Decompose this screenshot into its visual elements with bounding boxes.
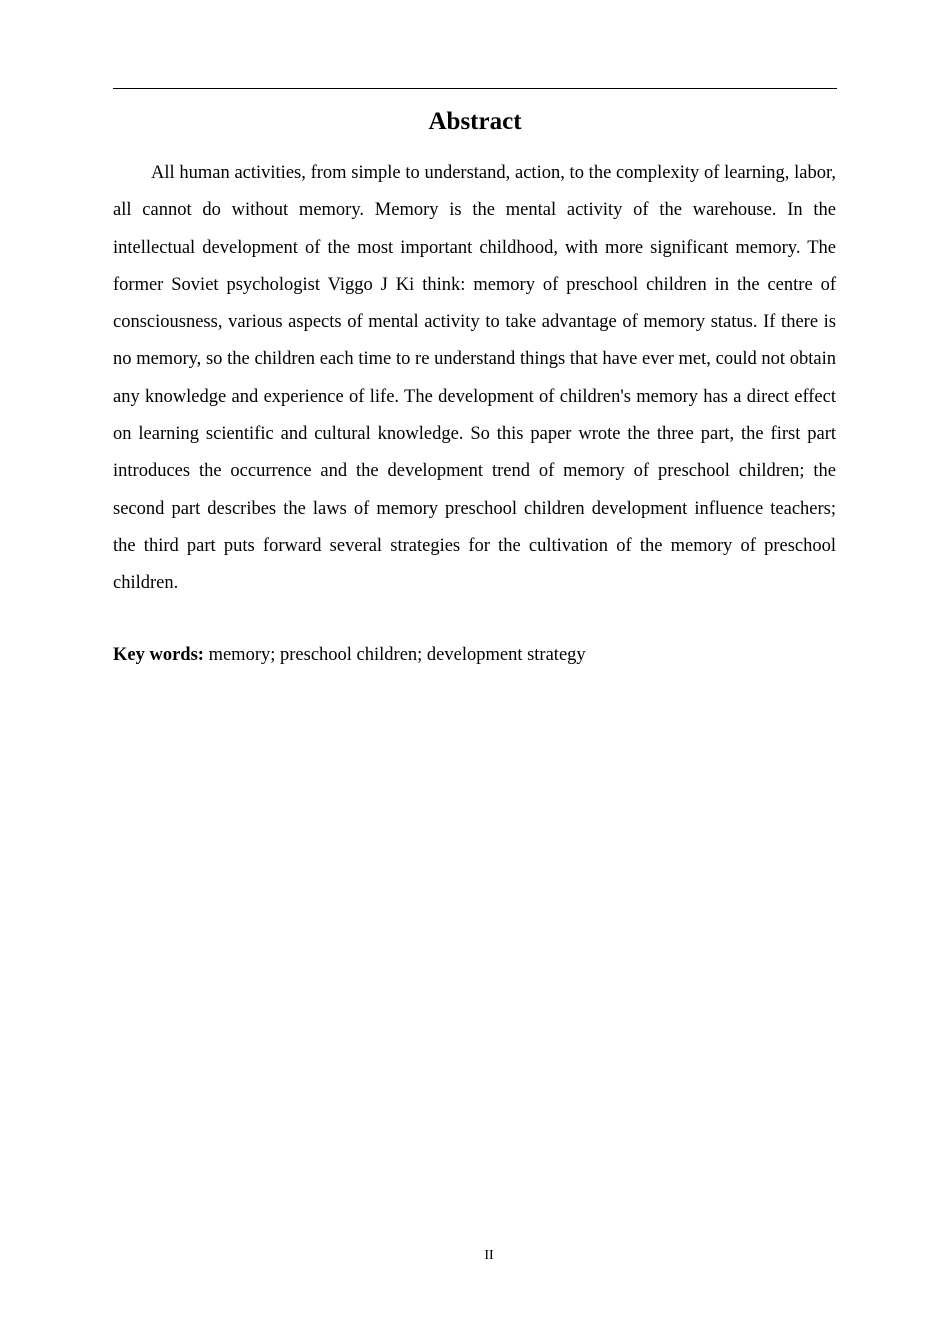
abstract-body: All human activities, from simple to understand, action, to the complexity of learning, labor, all cannot do without memory. Memory is the mental activity of the warehouse. In the intellectual development of the most important childhood, with more significant memory. The former Soviet psychologist Viggo J Ki think: memory of preschool children in the centre of consciousness, various aspects of mental activity to take advantage of memory status. If there is no memory, so the children each time to re understand things that have ever met, could not obtain any knowledge and experience of life. The development of children's memory has a direct effect on learning scientific and cultural knowledge. So this paper wrote the three part, the first part introduces the occurrence and the development trend of memory of preschool children; the second part describes the laws of memory preschool children development influence teachers; the third part puts forward several strategies for the cultivation of the memory of preschool children.: [113, 163, 836, 594]
header-rule: [113, 88, 837, 89]
abstract-title: Abstract: [428, 108, 522, 135]
keywords-label: Key words:: [113, 645, 204, 665]
page-number: II: [484, 1248, 494, 1263]
keywords-value: memory; preschool children; development strategy: [203, 645, 586, 665]
keywords-line: [113, 637, 836, 674]
